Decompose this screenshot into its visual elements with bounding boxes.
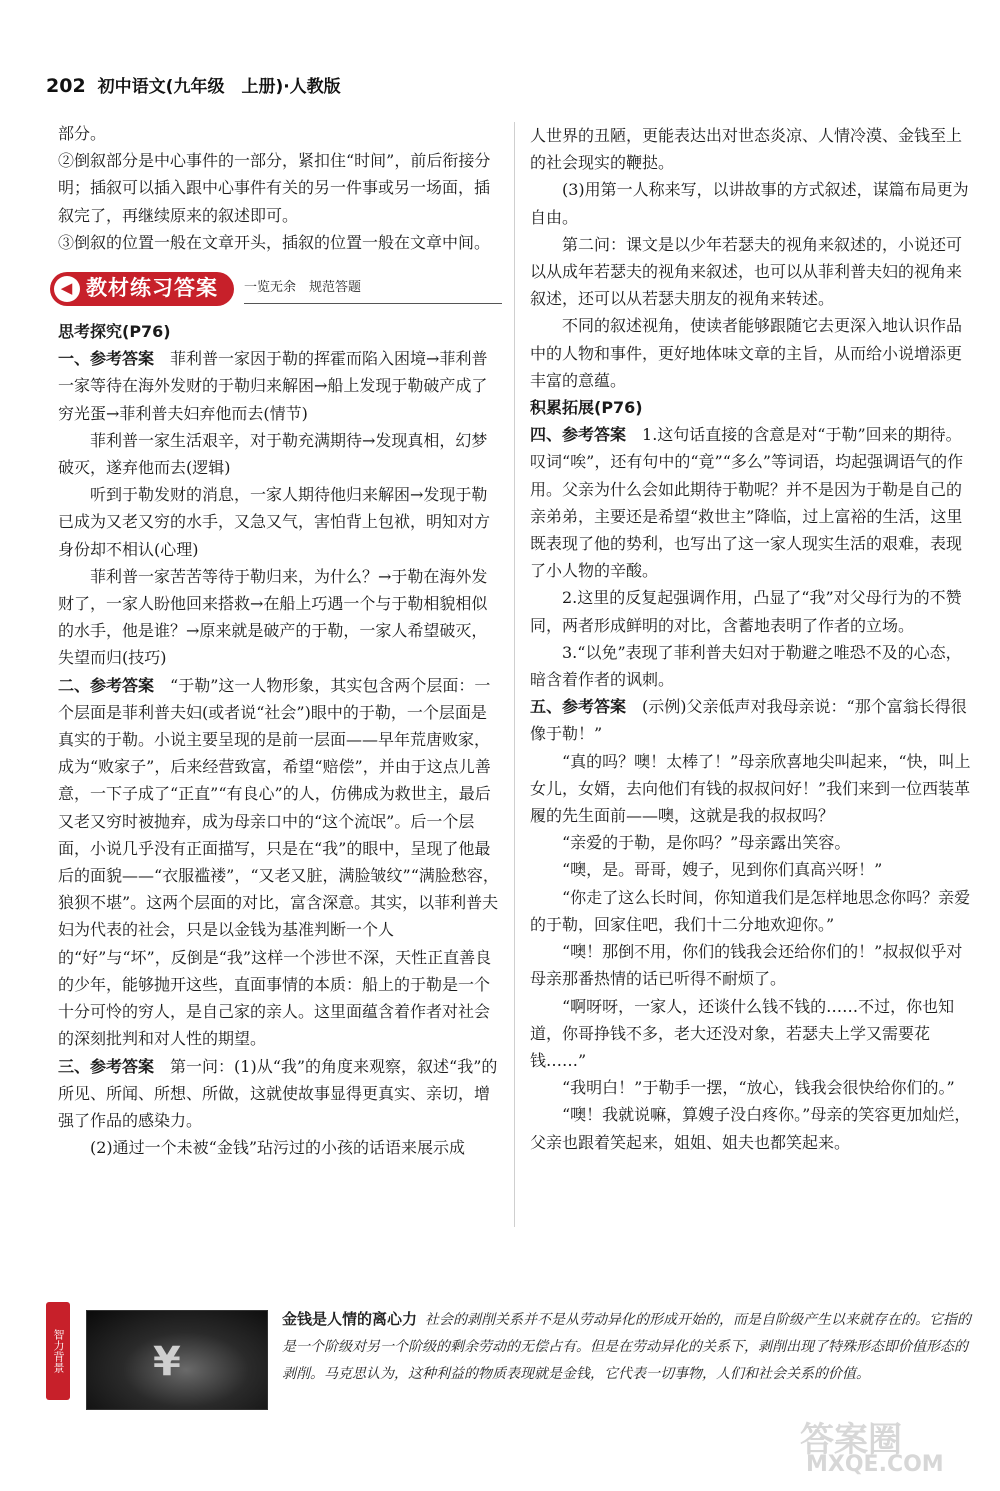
answer-text: 第一问：(1)从“我”的角度来观察，叙述“我”的所见、所闻、所想、所做，这就使故事显得更真实、亲切，增强了作品的感染力。 (58, 1056, 498, 1130)
paragraph: ③倒叙的位置一般在文章开头，插叙的位置一般在文章中间。 (58, 232, 491, 252)
section-banner (50, 270, 502, 308)
answer-label: 二、参考答案 (58, 675, 155, 695)
right-column (530, 122, 976, 1156)
paragraph: 菲利普一家苦苦等待于勒归来，为什么？→于勒在海外发财了，一家人盼他回来搭救→在船上巧遇一个与于勒相貌相似的水手，他是谁？→原来就是破产的于勒，一家人希望破灭，失望而归(技巧) (58, 566, 488, 668)
answer-paragraph (58, 345, 502, 427)
answer-text: “于勒”这一人物形象，其实包含两个层面：一个层面是菲利普夫妇(或者说“社会”)眼中的于勒，一个层面是真实的于勒。小说主要呈现的是前一层面——早年荒唐败家，成为“败家子”，后来经营致富，希望“赔偿”，并由于这点儿善意，一下子成了“正直”“有良心”的人，仿佛成为救世主，最后又老又穷时被抛弃，成为母亲口中的“这个流氓”。后一个层面，小说几乎没有正面描写，只是在“我”的眼中，呈现了他最后的面貌——“衣服褴褛”，“又老又脏，满脸皱纹”“满脸愁容，狼狈不堪”。这两个层面的对比，富含深意。其实，以菲利普夫妇为代表的社会，只是以金钱为基准判断一个人的“好”与“坏”，反倒是“我”这样一个涉世不深，天性正直善良的少年，能够抛开这些，直面事情的本质：船上的于勒是一个十分可怜的穷人，是自己家的亲人。这里面蕴含着作者对社会的深刻批判和对人性的期望。 (58, 675, 499, 1049)
paragraph: (3)用第一人称来写，以讲故事的方式叙述，谋篇布局更为自由。 (530, 180, 969, 227)
answer-paragraph (58, 1053, 502, 1135)
dialogue-line: “噢，是。哥哥，嫂子，见到你们真高兴呀！” (562, 860, 883, 880)
dialogue-line: “亲爱的于勒，是你吗？”母亲露出笑容。 (562, 833, 851, 853)
paragraph: 2.这里的反复起强调作用，凸显了“我”对父母行为的不赞同，两者形成鲜明的对比，含蓄地表明了作者的立场。 (530, 588, 962, 635)
dialogue-line: “我明白！”于勒手一摆，“放心，钱我会很快给你们的。” (562, 1078, 955, 1098)
speaker-icon: ◀ (54, 276, 80, 302)
background-body: 社会的剥削关系并不是从劳动异化的形成开始的，而是自阶级产生以来就存在的。它指的是一个阶级对另一个阶级的剩余劳动的无偿占有。但是在劳动异化的关系下，剥削出现了特殊形态即价值形态的剥削。马克思认为，这种利益的物质表现就是金钱，它代表一切事物，人们和社会关系的价值。 (282, 1312, 972, 1382)
banner-subtitle: 一览无余 规范答题 (244, 274, 502, 304)
paragraph: (2)通过一个未被“金钱”玷污过的小孩的话语来展示成 (90, 1138, 466, 1158)
section-heading: 积累拓展(P76) (530, 398, 643, 418)
paragraph: 3.“以免”表现了菲利普夫妇对于勒避之唯恐不及的心态，暗含着作者的讽刺。 (530, 642, 962, 690)
answer-text: (示例)父亲低声对我母亲说：“那个富翁长得很像于勒！” (530, 697, 967, 744)
answer-label: 三、参考答案 (58, 1056, 155, 1076)
dialogue-line: “噢！我就说嘛，算嫂子没白疼你。”母亲的笑容更加灿烂，父亲也跟着笑起来，姐姐、姐夫也都笑起来。 (530, 1105, 971, 1152)
section-heading: 思考探究(P76) (58, 322, 171, 342)
answer-text: 1.这句话直接的含意是对“于勒”回来的期待。叹词“唉”，还有句中的“竟”“多么”等词语，均起强调语气的作用。父亲为什么会如此期待于勒呢？并不是因为于勒是自己的亲弟弟，主要还是希望“救世主”降临，过上富裕的生活，这里既表现了他的势利，也写出了这一家人现实生活的艰难，表现了小人物的辛酸。 (530, 425, 964, 581)
banner-title: 教材练习答案 (86, 276, 218, 301)
column-divider (514, 122, 515, 1227)
answer-paragraph (58, 672, 502, 1053)
page-number: 202 (46, 75, 86, 97)
paragraph: 听到于勒发财的消息，一家人期待他归来解困→发现于勒已成为又老又穷的水手，又急又气，害怕背上包袱，明知对方身份却不相认(心理) (58, 485, 491, 559)
answer-text: 菲利普一家因于勒的挥霍而陷入困境→菲利普一家等待在海外发财的于勒归来解困→船上发现于勒破产成了穷光蛋→菲利普夫妇弃他而去(情节) (58, 349, 488, 423)
paragraph: 人世界的丑陋，更能表达出对世态炎凉、人情冷漠、金钱至上的社会现实的鞭挞。 (530, 126, 963, 173)
answer-label: 一、参考答案 (58, 349, 155, 369)
paragraph: 菲利普一家生活艰辛，对于勒充满期待→发现真相，幻梦破灭，遂弃他而去(逻辑) (58, 430, 488, 478)
watermark-url: MXQE.COM (806, 1452, 944, 1477)
side-tag: 智力背景 (46, 1302, 70, 1400)
banner-pill (50, 272, 234, 305)
paragraph: 不同的叙述视角，使读者能够跟随它去更深入地认识作品中的人物和事件，更好地体味文章的主旨，从而给小说增添更丰富的意蕴。 (530, 316, 963, 390)
paragraph: 部分。 (58, 124, 107, 143)
paragraph: 第二问：课文是以少年若瑟夫的视角来叙述的，小说还可以从成年若瑟夫的视角来叙述，也可以从菲利普夫妇的视角来叙述，还可以从若瑟夫朋友的视角来转述。 (530, 234, 963, 309)
answer-label: 四、参考答案 (530, 425, 627, 445)
paragraph: ②倒叙部分是中心事件的一部分，紧扣住“时间”，前后衔接分明；插叙可以插入跟中心事件有关的另一件事或另一场面，插叙完了，再继续原来的叙述即可。 (58, 151, 491, 225)
answer-paragraph (530, 421, 976, 584)
dialogue-line: “真的吗？噢！太棒了！”母亲欣喜地尖叫起来，“快，叫上女儿，女婿，去向他们有钱的叔叔问好！”我们来到一位西装革履的先生面前——噢，这就是我的叔叔吗？ (530, 751, 971, 826)
answer-label: 五、参考答案 (530, 697, 627, 717)
dialogue-line: “噢！那倒不用，你们的钱我会还给你们的！”叔叔似乎对母亲那番热情的话已听得不耐烦了。 (530, 942, 963, 989)
dialogue-line: “你走了这么长时间，你知道我们是怎样地思念你吗？亲爱的于勒，回家住吧，我们十二分地欢迎你。” (530, 887, 971, 934)
page-header (46, 72, 341, 102)
background-title: 金钱是人情的离心力 (282, 1310, 418, 1328)
answer-paragraph (530, 693, 976, 747)
background-info-box (46, 1302, 972, 1420)
yen-icon: ¥ (153, 1339, 181, 1385)
book-title: 初中语文(九年级 上册)·人教版 (97, 77, 341, 97)
dialogue-line: “啊呀呀，一家人，还谈什么钱不钱的……不过，你也知道，你哥挣钱不多，老大还没对象，若瑟夫上学又需要花钱……” (530, 996, 955, 1070)
money-photo (86, 1310, 268, 1410)
left-column (58, 120, 502, 1161)
watermark-logo: 答案圈 (800, 1420, 902, 1460)
background-text (282, 1306, 972, 1388)
